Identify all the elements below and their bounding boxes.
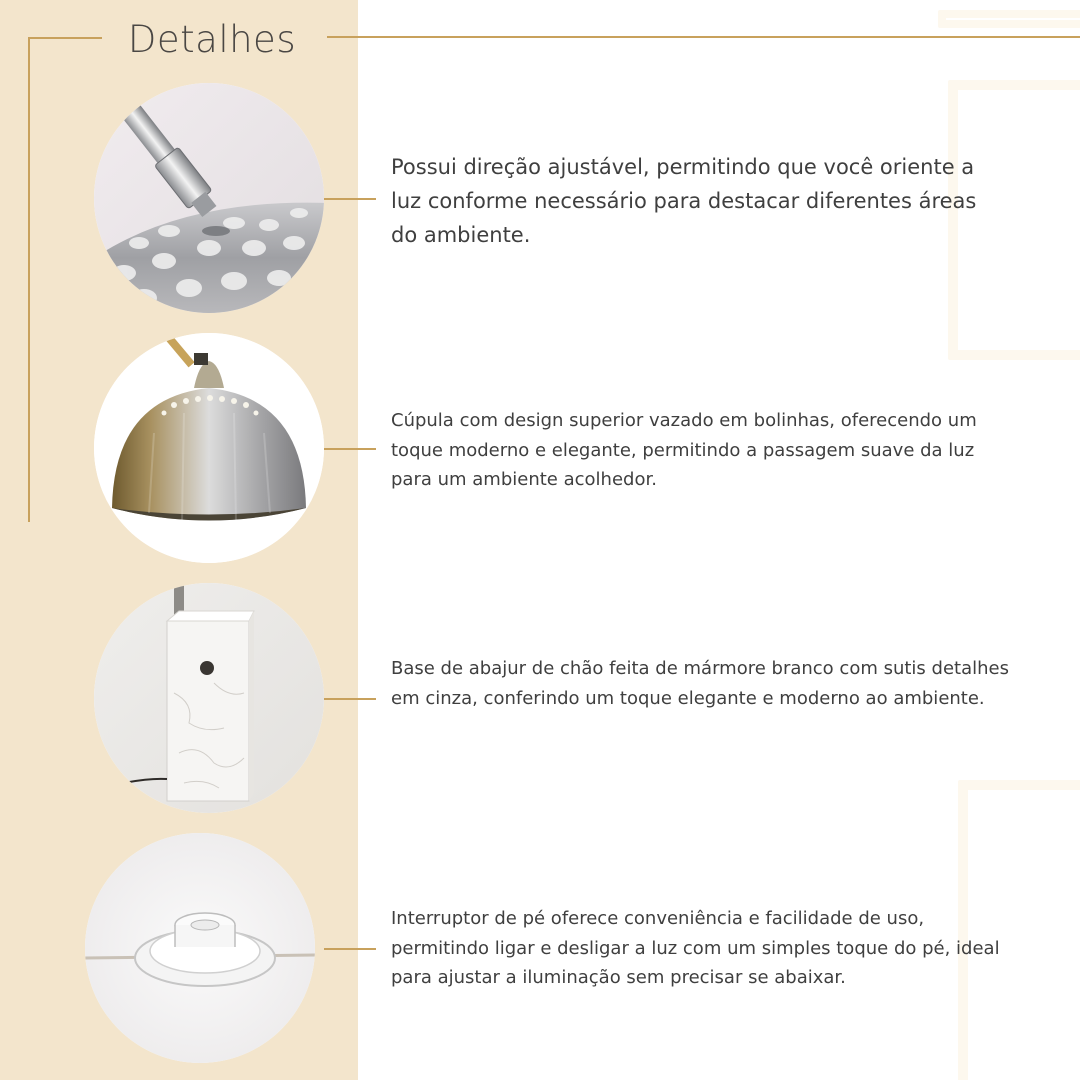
bracket-vertical-line — [28, 37, 30, 522]
connector-line-3 — [324, 698, 376, 700]
marble-base-photo — [94, 583, 324, 813]
detail-description-3: Base de abajur de chão feita de mármore branco com sutis detalhes em cinza, conferindo um toque elegante e moderno ao ambiente. — [391, 658, 1009, 709]
header-line-left — [28, 37, 102, 39]
adjustable-joint-photo — [94, 83, 324, 313]
watermark-shape — [938, 10, 1080, 28]
detail-description-4: Interruptor de pé oferece conveniência e facilidade de uso, permitindo ligar e desligar a luz com um simples toque do pé, ideal para ajustar a iluminação sem precisar se abaixar. — [391, 908, 1000, 988]
detail-description-1: Possui direção ajustável, permitindo que você oriente a luz conforme necessário para destacar diferentes áreas do ambiente. — [391, 155, 977, 247]
connector-line-1 — [324, 198, 376, 200]
dome-shade-photo — [94, 333, 324, 563]
connector-line-2 — [324, 448, 376, 450]
foot-switch-photo — [85, 833, 315, 1063]
detail-description-2: Cúpula com design superior vazado em bolinhas, oferecendo um toque moderno e elegante, permitindo a passagem suave da luz para um ambiente acolhedor. — [391, 410, 977, 490]
connector-line-4 — [324, 948, 376, 950]
page-title: Detalhes — [127, 18, 297, 61]
header-line-right — [327, 36, 1080, 38]
